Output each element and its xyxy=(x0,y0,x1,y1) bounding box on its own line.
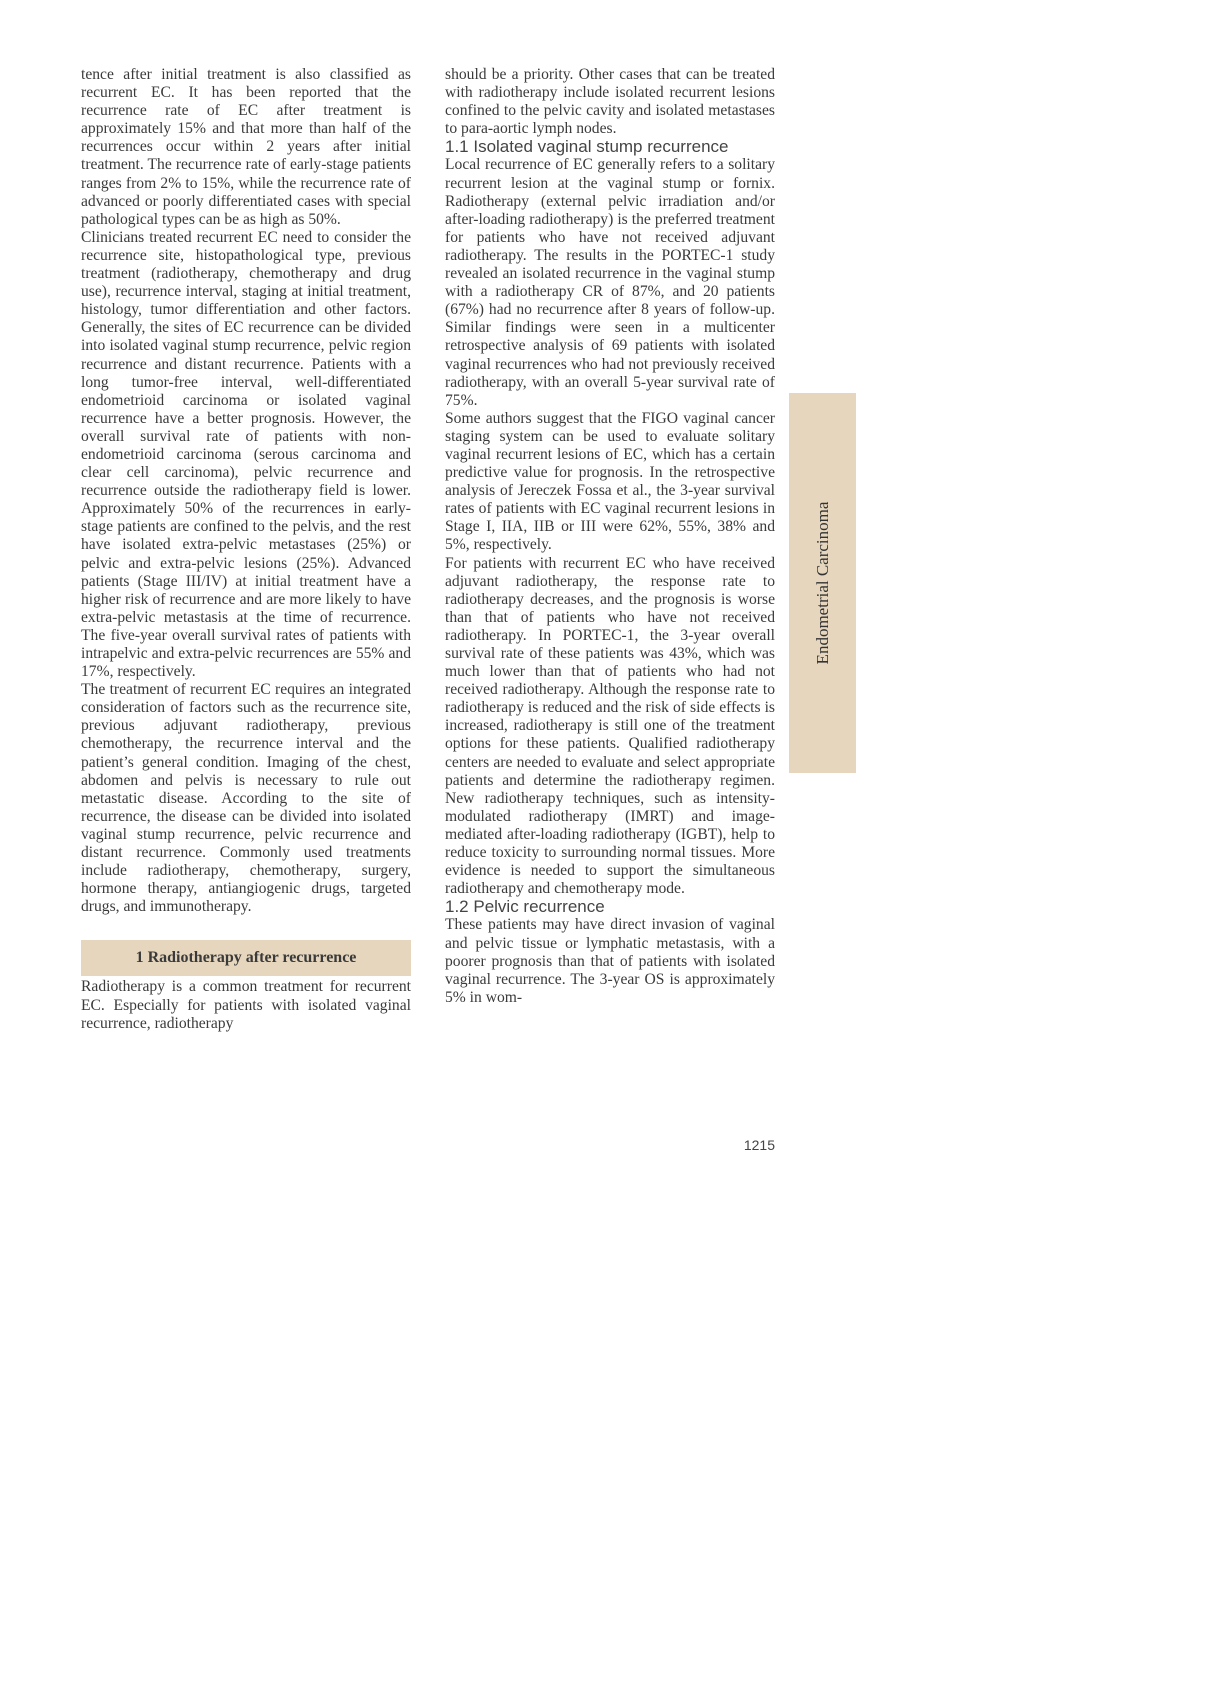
page-number: 1215 xyxy=(743,1137,775,1153)
subheading-vaginal-stump: 1.1 Isolated vaginal stump recurrence xyxy=(445,137,729,157)
paragraph-figo-staging: Some authors suggest that the FIGO vaginal cancer staging system can be used to evaluate solitary vaginal recurrent lesions of EC, which has a certain predictive value for prognosis. In the retrospective analysis of Jereczek Fossa et al., the 3-year survival rates of patients with EC vaginal recurrent lesions in Stage I, IIA, IIB or III were 62%, 55%, 38% and 5%, respectively. xyxy=(445,409,775,554)
section-heading: 1 Radiotherapy after recurrence xyxy=(135,949,357,967)
side-tab-label: Endometrial Carcinoma xyxy=(812,501,832,665)
paragraph-radiotherapy-intro: Radiotherapy is a common treatment for recurrent EC. Especially for patients with isolated vaginal recurrence, radiotherapy xyxy=(81,978,411,1032)
right-column xyxy=(445,66,775,1007)
section-heading-box xyxy=(81,940,411,976)
side-tab xyxy=(789,393,856,773)
paragraph-adjuvant-radiotherapy: For patients with recurrent EC who have received adjuvant radiotherapy, the response rate to radiotherapy decreases, and the prognosis is worse than that of patients who have not received radiotherapy. In PORTEC-1, the 3-year overall survival rate of these patients was 43%, which was much lower than that of patients who had not received radiotherapy. Although the response rate to radiotherapy is reduced and the risk of side effects is increased, radiotherapy is still one of the treatment options for these patients. Qualified radiotherapy centers are needed to evaluate and select appropriate patients and determine the radiotherapy regimen. New radiotherapy techniques, such as intensity-modulated radiotherapy (IMRT) and image-mediated after-loading radiotherapy (IGBT), help to reduce toxicity to surrounding normal tissues. More evidence is needed to support the simultaneous radiotherapy and chemotherapy mode. xyxy=(445,554,775,898)
paragraph-local-recurrence: Local recurrence of EC generally refers to a solitary recurrent lesion at the vaginal stump or fornix. Radiotherapy (external pelvic irradiation and/or after-loading radiotherapy) is the preferred treatment for patients who have not received adjuvant radiotherapy. The results in the PORTEC-1 study revealed an isolated recurrence in the vaginal stump with a radiotherapy CR of 87%, and 20 patients (67%) had no recurrence after 8 years of follow-up. Similar findings were seen in a multicenter retrospective analysis of 69 patients with isolated vaginal recurrences who had not previously received radiotherapy, with an overall 5-year survival rate of 75%. xyxy=(445,156,775,409)
paragraph-treatment-considerations: The treatment of recurrent EC requires an integrated consideration of factors such as the recurrence site, previous adjuvant radiotherapy, previous chemotherapy, the recurrence interval and the patient’s general condition. Imaging of the chest, abdomen and pelvis is necessary to rule out metastatic disease. According to the site of recurrence, the disease can be divided into isolated vaginal stump recurrence, pelvic recurrence and distant recurrence. Commonly used treatments include radiotherapy, chemotherapy, surgery, hormone therapy, antiangiogenic drugs, targeted drugs, and immunotherapy. xyxy=(81,681,411,916)
subheading-pelvic-recurrence: 1.2 Pelvic recurrence xyxy=(445,897,605,917)
left-column xyxy=(81,66,411,1033)
paragraph-radiotherapy-cases: should be a priority. Other cases that can be treated with radiotherapy include isolated recurrent lesions confined to the pelvic cavity and isolated metastases to para-aortic lymph nodes. xyxy=(445,66,775,138)
paragraph-pelvic-recurrence: These patients may have direct invasion of vaginal and pelvic tissue or lymphatic metastasis, with a poorer prognosis than that of patients with isolated vaginal recurrence. The 3-year OS is approximately 5% in wom- xyxy=(445,916,775,1006)
paragraph-recurrence-sites: Clinicians treated recurrent EC need to consider the recurrence site, histopathological type, previous treatment (radiotherapy, chemotherapy and drug use), recurrence interval, staging at initial treatment, histology, tumor differentiation and other factors. Generally, the sites of EC recurrence can be divided into isolated vaginal stump recurrence, pelvic region recurrence and distant recurrence. Patients with a long tumor-free interval, well-differentiated endometrioid carcinoma or isolated vaginal recurrence have a better prognosis. However, the overall survival rate of patients with non-endometrioid carcinoma (serous carcinoma and clear cell carcinoma), pelvic recurrence and recurrence outside the radiotherapy field is lower. Approximately 50% of the recurrences in early-stage patients are confined to the pelvis, and the rest have isolated extra-pelvic metastases (25%) or pelvic and extra-pelvic lesions (25%). Advanced patients (Stage III/IV) at initial treatment have a higher risk of recurrence and are more likely to have extra-pelvic metastasis at the time of recurrence. The five-year overall survival rates of patients with intrapelvic and extra-pelvic recurrences are 55% and 17%, respectively. xyxy=(81,228,411,681)
paragraph-recurrence-rate: tence after initial treatment is also classified as recurrent EC. It has been reported that the recurrence rate of EC after treatment is approximately 15% and that more than half of the recurrences occur within 2 years after initial treatment. The recurrence rate of early-stage patients ranges from 2% to 15%, while the recurrence rate of advanced or poorly differentiated cases with special pathological types can be as high as 50%. xyxy=(81,66,411,228)
